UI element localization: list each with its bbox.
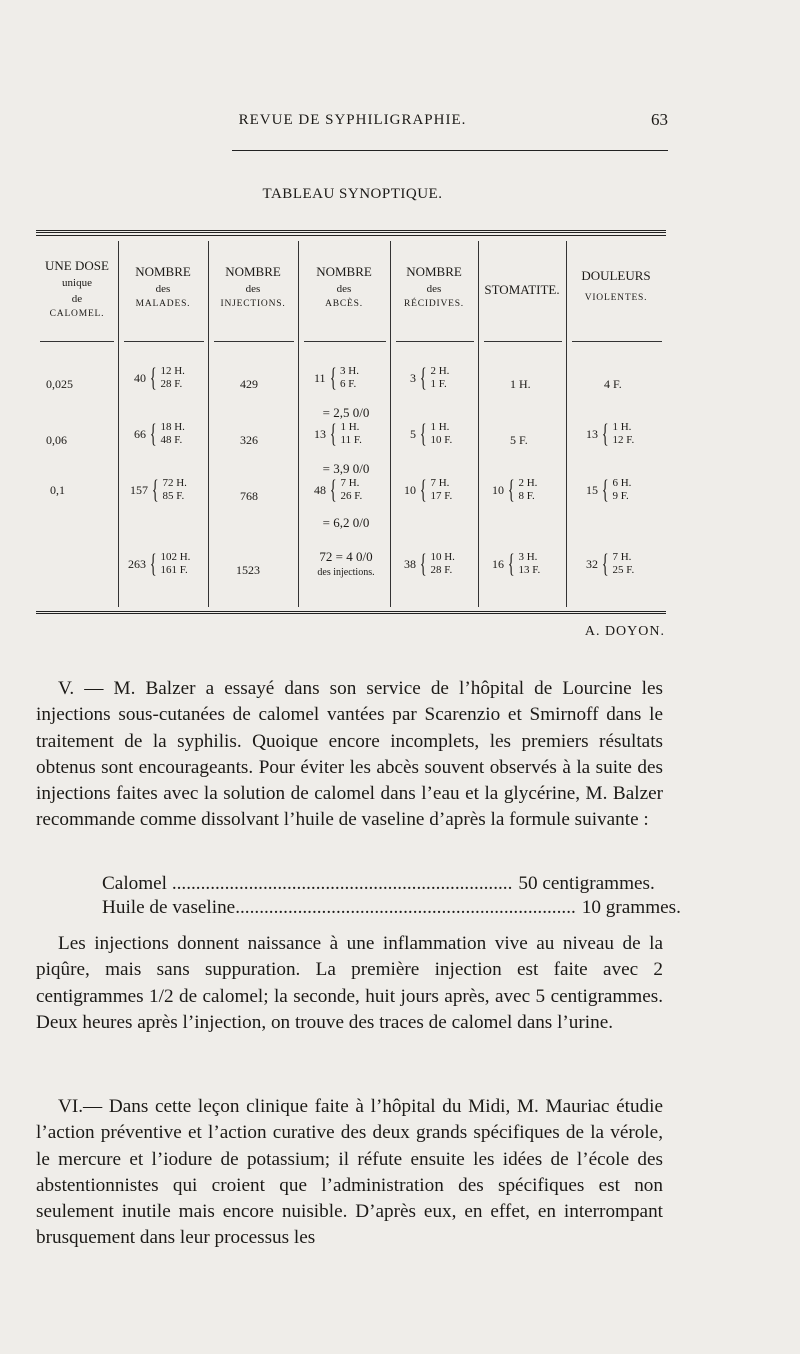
total: 263 xyxy=(128,556,146,571)
column-header-malades xyxy=(118,263,208,312)
men-count: 10 H. xyxy=(430,551,455,564)
header-underline xyxy=(396,341,474,342)
total: 15 xyxy=(586,482,598,497)
men-count: 1 H. xyxy=(340,421,360,434)
paragraph-text: V. — M. Balzer a essayé dans son service de l’hôpital de Lourcine les injections sous-cutanées de calomel vantées par Scarenzio et Smirnoff dans le traitement de la syphilis. Quoique encore incomplets, les premiers résultats obtenus sont encourageants. Pour éviter les abcès souvent observés à la suite des injections faites avec la solution de calomel dans l’eau et la glycérine, M. Balzer recommande comme dissolvant l’huile de vaseline d’après la formule suivante : xyxy=(36,678,663,831)
header-underline xyxy=(572,341,662,342)
header-line: NOMBRE xyxy=(225,264,281,279)
header-line: NOMBRE xyxy=(135,264,191,279)
cell-recidives: 5 { 1 H. 10 F. xyxy=(410,419,453,448)
paragraph-text: Les injections donnent naissance à une inflammation vive au niveau de la piqûre, mais sans suppuration. La première injection est faite avec 2 centigrammes 1/2 de calomel; la seconde, huit jours après, avec 5 centigrammes. Deux heures après l’injection, on trouve des traces de calomel dans l’urine. xyxy=(36,933,663,1033)
total: 5 xyxy=(410,426,416,441)
header-underline xyxy=(124,341,204,342)
cell-dose: 0,1 xyxy=(50,483,65,497)
cell-malades-total: 263 { 102 H. 161 F. xyxy=(128,549,191,578)
header-underline xyxy=(40,341,114,342)
header-line: INJECTIONS. xyxy=(220,298,286,309)
men-count: 7 H. xyxy=(430,477,450,490)
column-header-abces xyxy=(298,263,390,312)
women-count: 25 F. xyxy=(612,564,635,576)
header-line: des xyxy=(155,282,171,295)
header-line: STOMATITE. xyxy=(484,282,560,297)
cell-abces: 48 { 7 H. 26 F. xyxy=(314,475,363,504)
cell-douleurs-total: 32 { 7 H. 25 F. xyxy=(586,549,635,578)
men-count: 2 H. xyxy=(518,477,538,490)
cell-stomatite: 5 F. xyxy=(510,433,528,447)
header-line: VIOLENTES. xyxy=(584,292,648,303)
header-line: UNE DOSE xyxy=(45,258,109,273)
men-count: 6 H. xyxy=(612,477,632,490)
cell-injections: 429 xyxy=(240,377,258,391)
ingredient-quantity: 10 grammes. xyxy=(581,897,681,918)
header-line: DOULEURS xyxy=(581,268,651,283)
column-header-stomatite xyxy=(478,281,566,300)
men-count: 1 H. xyxy=(430,421,450,434)
header-line: NOMBRE xyxy=(406,264,462,279)
ingredient-name: Huile de vaseline xyxy=(102,897,236,918)
cell-stomatite: 1 H. xyxy=(510,377,531,391)
section-v-paragraph xyxy=(36,676,663,834)
cell-douleurs: 15 { 6 H. 9 F. xyxy=(586,475,632,504)
women-count: 17 F. xyxy=(430,490,453,502)
men-count: 2 H. xyxy=(430,365,450,378)
running-head: REVUE DE SYPHILIGRAPHIE. xyxy=(238,112,467,128)
cell-douleurs: 4 F. xyxy=(604,377,622,391)
section-vi-paragraph xyxy=(36,1094,663,1252)
total: 13 xyxy=(314,426,326,441)
leader-dots: ....................................................................... xyxy=(167,873,513,894)
cell-stomatite: 10 { 2 H. 8 F. xyxy=(492,475,538,504)
women-count: 26 F. xyxy=(340,490,363,502)
total: 48 xyxy=(314,482,326,497)
women-count: 9 F. xyxy=(612,490,629,502)
cell-recidives-total: 38 { 10 H. 28 F. xyxy=(404,549,455,578)
cell-dose: 0,06 xyxy=(46,433,67,447)
men-count: 72 H. xyxy=(162,477,187,490)
women-count: 161 F. xyxy=(160,564,188,576)
women-count: 12 F. xyxy=(612,434,635,446)
cell-injections-total: 1523 xyxy=(236,563,260,577)
header-line: de xyxy=(71,292,83,305)
formula-row xyxy=(102,896,681,920)
column-header-injections xyxy=(208,263,298,312)
men-count: 3 H. xyxy=(340,365,359,378)
men-count: 102 H. xyxy=(160,551,191,564)
header-line: CALOMEL. xyxy=(49,308,105,319)
abces-percent: = 2,5 0/0 xyxy=(322,405,370,420)
ingredient-quantity: 50 centigrammes. xyxy=(518,873,655,894)
column-header-recidives xyxy=(390,263,478,312)
abces-total: 72 = 4 0/0 xyxy=(319,549,373,564)
women-count: 13 F. xyxy=(518,564,541,576)
section-v-continuation xyxy=(36,931,663,1036)
header-line: NOMBRE xyxy=(316,264,372,279)
column-header-dose xyxy=(36,257,118,321)
leader-dots: ....................................................................... xyxy=(235,897,576,918)
total: 10 xyxy=(492,482,504,497)
ingredient-name: Calomel xyxy=(102,873,168,894)
total: 3 xyxy=(410,370,416,385)
men-count: 1 H. xyxy=(612,421,632,434)
total: 157 xyxy=(130,482,148,497)
cell-injections: 768 xyxy=(240,489,258,503)
header-line: RÉCIDIVES. xyxy=(404,298,464,309)
cell-recidives: 3 { 2 H. 1 F. xyxy=(410,363,450,392)
header-underline xyxy=(484,341,562,342)
cell-malades: 157 { 72 H. 85 F. xyxy=(130,475,187,504)
paragraph-text: VI.— Dans cette leçon clinique faite à l’hôpital du Midi, M. Mauriac étudie l’action préventive et l’action curative des deux grands spécifiques de la vérole, le mercure et l’iodure de potassium; il réfute ensuite les idées de l’école des abstentionnistes qui croient que l’administration des spécifiques est non seulement inutile mais encore nuisible. D’après eux, en effet, en interrompant brusquement dans leur processus les xyxy=(36,1096,663,1249)
cell-abces: 11 { 3 H. 6 F. xyxy=(314,363,359,392)
women-count: 28 F. xyxy=(430,564,453,576)
women-count: 6 F. xyxy=(340,378,357,390)
total: 13 xyxy=(586,426,598,441)
header-line: des xyxy=(426,282,442,295)
women-count: 48 F. xyxy=(160,434,183,446)
total: 40 xyxy=(134,370,146,385)
total: 10 xyxy=(404,482,416,497)
cell-stomatite-total: 16 { 3 H. 13 F. xyxy=(492,549,541,578)
cell-douleurs: 13 { 1 H. 12 F. xyxy=(586,419,635,448)
formula xyxy=(102,872,681,920)
total: 38 xyxy=(404,556,416,571)
abces-note: des injections. xyxy=(317,567,375,578)
men-count: 12 H. xyxy=(160,365,185,378)
women-count: 28 F. xyxy=(160,378,183,390)
formula-row xyxy=(102,872,655,896)
header-line: des xyxy=(336,282,352,295)
total: 16 xyxy=(492,556,504,571)
abces-percent: = 6,2 0/0 xyxy=(322,515,370,530)
women-count: 1 F. xyxy=(430,378,447,390)
total: 32 xyxy=(586,556,598,571)
abces-percent: = 3,9 0/0 xyxy=(322,461,370,476)
header-line: MALADES. xyxy=(135,298,191,309)
cell-recidives: 10 { 7 H. 17 F. xyxy=(404,475,453,504)
women-count: 85 F. xyxy=(162,490,185,502)
men-count: 7 H. xyxy=(340,477,360,490)
header-underline xyxy=(214,341,294,342)
header-underline xyxy=(304,341,386,342)
total: 66 xyxy=(134,426,146,441)
synoptic-table xyxy=(36,230,666,614)
table-title: TABLEAU SYNOPTIQUE. xyxy=(262,186,443,202)
table-inner-rule xyxy=(36,235,666,236)
header-line: ABCÈS. xyxy=(325,298,363,309)
column-header-douleurs xyxy=(566,267,666,306)
table-signature: A. DOYON. xyxy=(584,624,665,639)
women-count: 11 F. xyxy=(340,434,362,446)
women-count: 8 F. xyxy=(518,490,535,502)
cell-malades: 40 { 12 H. 28 F. xyxy=(134,363,185,392)
cell-abces: 13 { 1 H. 11 F. xyxy=(314,419,362,448)
women-count: 10 F. xyxy=(430,434,453,446)
men-count: 18 H. xyxy=(160,421,185,434)
total: 11 xyxy=(314,370,326,385)
cell-dose: 0,025 xyxy=(46,377,73,391)
header-rule xyxy=(232,150,668,151)
header-line: des xyxy=(245,282,261,295)
cell-malades: 66 { 18 H. 48 F. xyxy=(134,419,185,448)
men-count: 3 H. xyxy=(518,551,538,564)
cell-injections: 326 xyxy=(240,433,258,447)
page-number: 63 xyxy=(651,110,668,129)
men-count: 7 H. xyxy=(612,551,632,564)
header-line: unique xyxy=(62,276,92,289)
